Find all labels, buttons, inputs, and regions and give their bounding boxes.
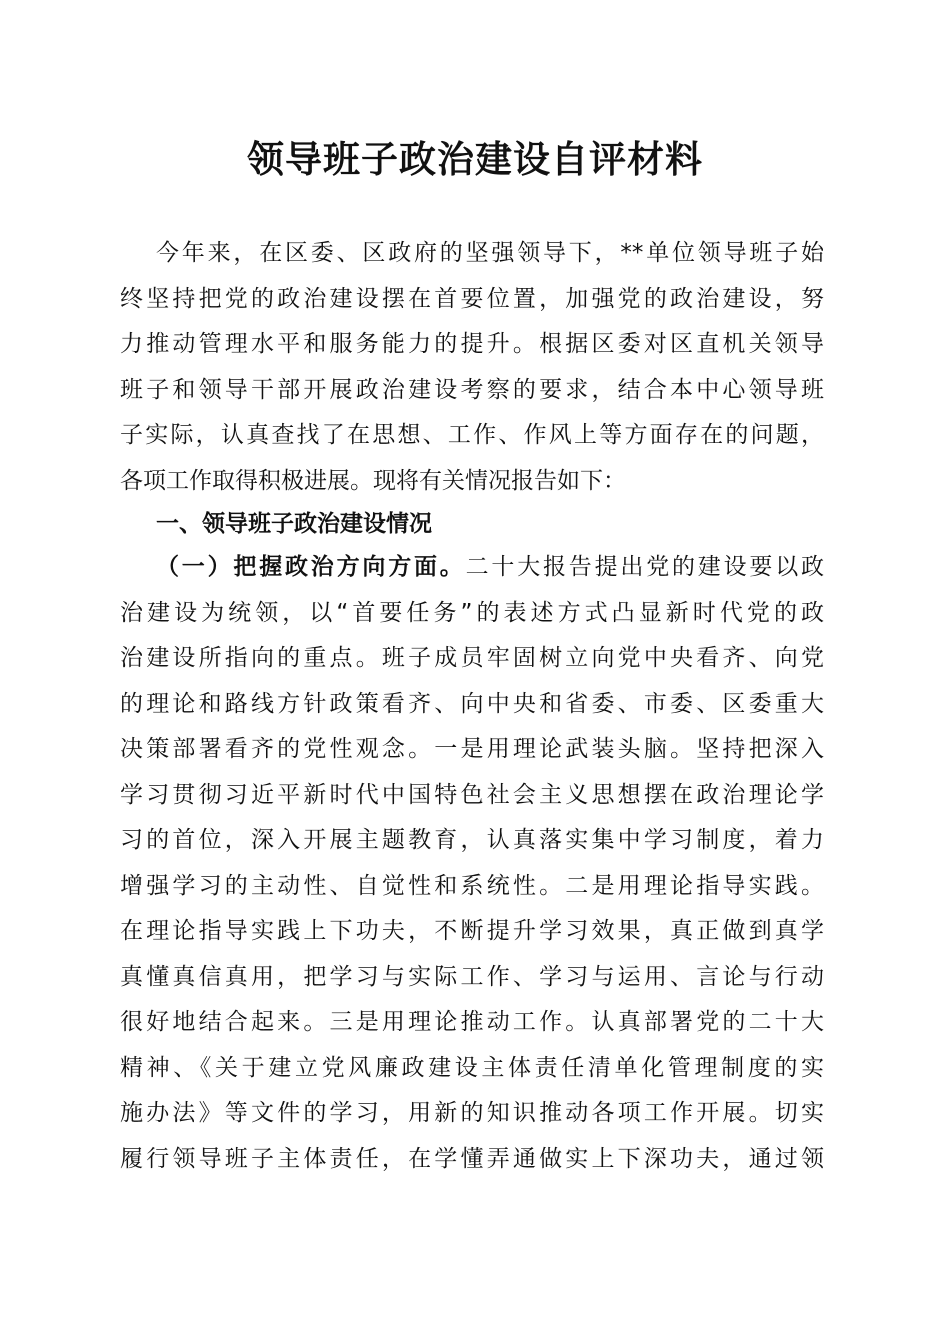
intro-paragraph (120, 231, 824, 504)
paragraph-line: 决策部署看齐的党性观念。一是用理论武装头脑。坚持把深入 (120, 736, 824, 762)
paragraph-line: 精神、《关于建立党风廉政建设主体责任清单化管理制度的实 (120, 1054, 824, 1081)
paragraph-line: 很好地结合起来。三是用理论推动工作。认真部署党的二十大 (120, 1009, 824, 1035)
paragraph-line: 的理论和路线方针政策看齐、向中央和省委、市委、区委重大 (120, 690, 824, 717)
paragraph-line: 治建设所指向的重点。班子成员牢固树立向党中央看齐、向党 (120, 645, 824, 671)
paragraph-line: 各项工作取得积极进展。现将有关情况报告如下： (120, 467, 626, 494)
paragraph-line: 增强学习的主动性、自觉性和系统性。二是用理论指导实践。 (120, 872, 824, 899)
document-title: 领导班子政治建设自评材料 (247, 137, 703, 181)
paragraph-line: 履行领导班子主体责任，在学懂弄通做实上下深功夫，通过领 (120, 1145, 824, 1172)
paragraph-line: 治建设为统领，以“首要任务”的表述方式凸显新时代党的政 (120, 599, 824, 626)
section-heading: 一、领导班子政治建设情况 (156, 511, 432, 537)
paragraph-line: 力推动管理水平和服务能力的提升。根据区委对区直机关领导 (120, 331, 824, 357)
paragraph-line: 学习贯彻习近平新时代中国特色社会主义思想摆在政治理论学 (120, 781, 824, 808)
paragraph-line: 子实际，认真查找了在思想、工作、作风上等方面存在的问题， (120, 422, 824, 448)
paragraph-line-rest: 二十大报告提出党的建设要以政 (465, 554, 824, 580)
paragraph-line: 施办法》等文件的学习，用新的知识推动各项工作开展。切实 (120, 1100, 824, 1126)
subsection-lead: （一）把握政治方向方面。 (156, 554, 466, 580)
paragraph-line: 终坚持把党的政治建设摆在首要位置，加强党的政治建设，努 (120, 285, 824, 312)
section-heading-block (120, 502, 824, 548)
paragraph-line: 今年来，在区委、区政府的坚强领导下，**单位领导班子始 (156, 240, 824, 266)
paragraph-line: 班子和领导干部开展政治建设考察的要求，结合本中心领导班 (120, 376, 824, 403)
paragraph-line: 在理论指导实践上下功夫，不断提升学习效果，真正做到真学 (120, 918, 824, 944)
subsection-paragraph (120, 545, 824, 1182)
paragraph-line: 习的首位，深入开展主题教育，认真落实集中学习制度，着力 (120, 827, 824, 853)
paragraph-line: 真懂真信真用，把学习与实际工作、学习与运用、言论与行动 (120, 963, 824, 990)
paragraph-first-line (120, 545, 824, 591)
